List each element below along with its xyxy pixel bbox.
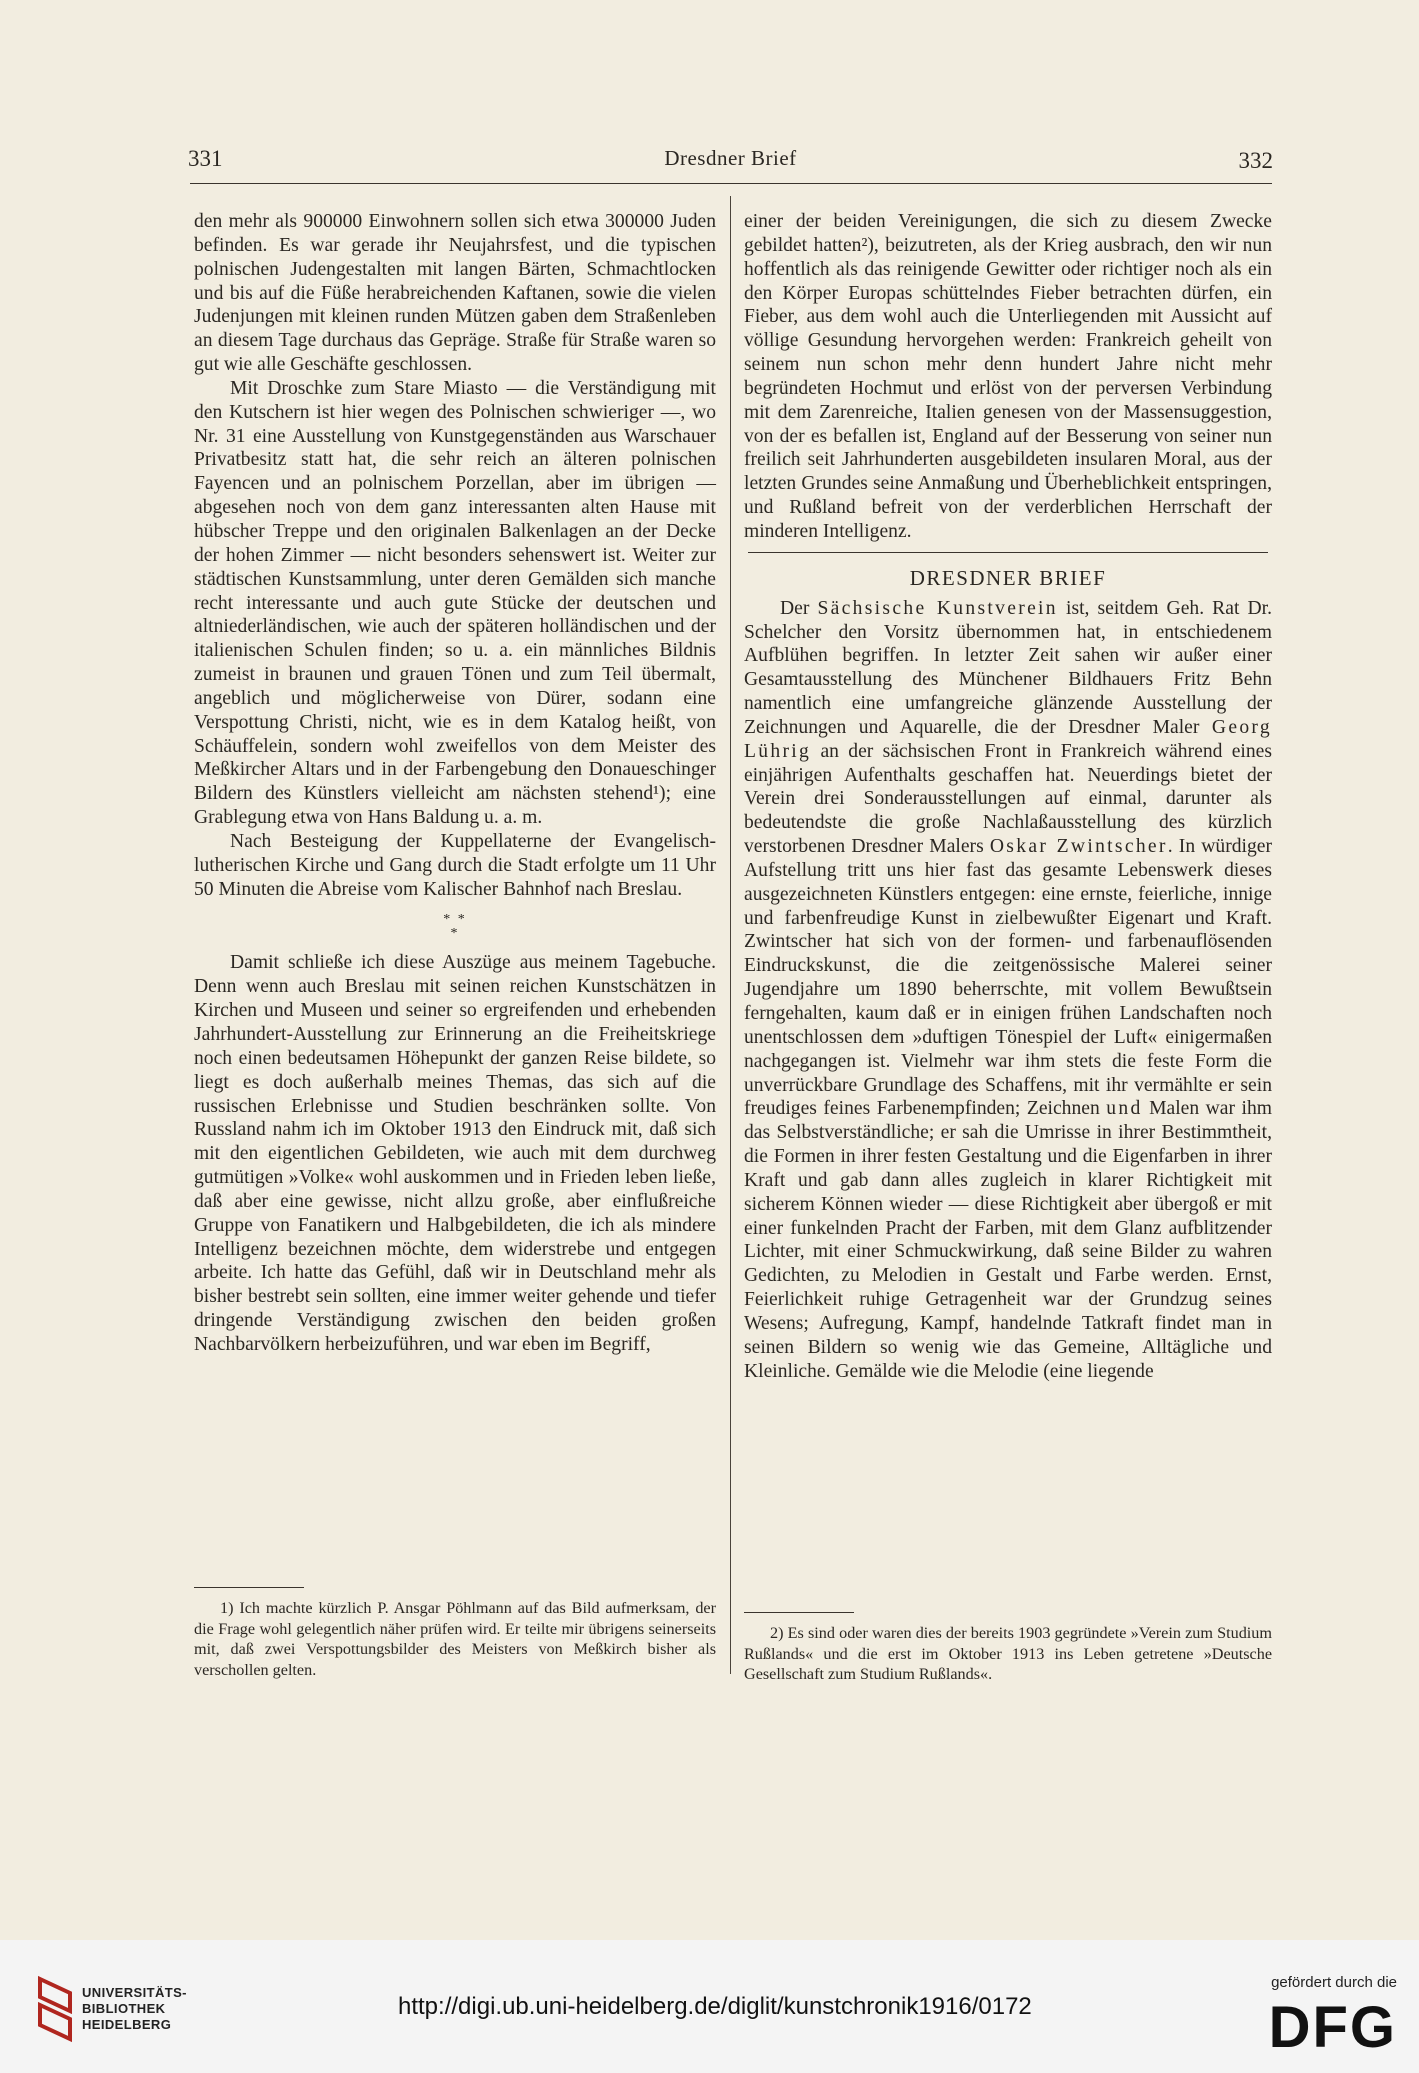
right-column	[744, 210, 1272, 1384]
dfg-logo: DFG	[1268, 1995, 1397, 2060]
section-title: DRESDNER BRIEF	[909, 565, 1107, 590]
text-run: ist, seitdem Geh. Rat Dr. Schelcher den Vorsitz übernommen hat, in entschiedenem Aufblühen begriffen. In letzter Zeit sahen wir außer einer Gesamtausstellung des Münchener Bildhauers Fritz Behn namentlich eine umfangreiche glänzende Ausstellung der Zeichnungen und Aquarelle, die der Dresdner Maler	[744, 597, 1272, 738]
footnote-rule-right	[744, 1612, 854, 1613]
page-header	[188, 140, 1273, 174]
left-paragraph-4: Damit schließe ich diese Auszüge aus meinem Tagebuche. Denn wenn auch Breslau mit seinen reichen Kunstschätzen in Kirchen und Museen und seiner so ergreifenden und erhebenden Jahrhundert-Ausstellung zur Erinnerung an die Freiheitskriege noch einen bedeutsamen Höhepunkt der ganzen Reise bildete, so liegt es doch außerhalb meines Themas, das sich auf die russischen Erlebnisse und Studien beschränken sollte. Von Russland nahm ich im Oktober 1913 den Eindruck mit, daß sich mit den eigentlichen Gebildeten, wie auch mit dem durchweg gutmütigen »Volke« wohl auskommen und in Frieden leben ließe, daß aber eine gewisse, nicht allzu große, aber einflußreiche Gruppe von Fanatikern und Halbgebildeten, die ich als mindere Intelligenz bezeichnen möchte, dem widerstrebe und entgegen arbeite. Ich hatte das Gefühl, daß wir in Deutschland mehr als bisher bestrebt sein sollten, eine immer weiter gehende und tiefer dringende Verständigung zwischen den beiden großen Nachbarvölkern herbeizuführen, und war eben im Begriff,	[194, 952, 716, 1355]
text-run: an der sächsischen Front in Frankreich während eines einjährigen Aufenthalts geschaffen hat. Neuerdings bietet der Verein drei Sonderausstellungen auf einmal, darunter als bedeutendste die große Nachlaßausstellung des kürzlich verstorbenen Dresdner Malers	[744, 740, 1272, 858]
page-number-left: 331	[188, 146, 223, 171]
right-paragraph-1: einer der beiden Vereinigungen, die sich zu diesem Zwecke gebildet hatten²), beizutreten, als der Krieg ausbrach, den wir nun hoffentlich als das reinigende Gewitter oder richtiger noch als ein den Körper Europas schüttelndes Fieber betrachten dürfen, ein Fieber, aus dem wohl auch die Unterliegenden mit Aussicht auf völlige Gesundung hervorgehen werden: Frankreich geheilt von seinem nun schon mehr denn hundert Jahre nicht mehr begründeten Hochmut und erlöst von der perversen Verbindung mit dem Zarenreiche, Italien genesen von der Massensuggestion, von der es befallen ist, England auf der Besserung von seiner nun freilich seit Jahrhunderten ausgebildeten insularen Moral, aus der letzten Grundes seine Anmaßung und Überheblichkeit entspringen, und Rußland befreit von der verderblichen Herrschaft der minderen Intelligenz.	[744, 211, 1272, 542]
right-paragraph-2	[744, 597, 1272, 1384]
footnote-rule-left	[194, 1587, 304, 1588]
library-name-line-3: HEIDELBERG	[82, 2017, 172, 2032]
page-number-right: 332	[1238, 148, 1273, 173]
header-rule	[190, 183, 1272, 184]
library-name-line-2: BIBLIOTHEK	[82, 2001, 166, 2016]
section-rule	[748, 552, 1268, 553]
library-logo-icon	[36, 1975, 74, 2043]
footnote-2: 2) Es sind oder waren dies der bereits 1903 gegründete »Verein zum Studium Rußlands« und die erst im Oktober 1913 ins Leben getretene »Deutsche Gesellschaft zum Studium Rußlands«.	[744, 1624, 1272, 1683]
funded-by-label: gefördert durch die	[1271, 1974, 1397, 1991]
left-paragraph-2: Mit Droschke zum Stare Miasto — die Verständigung mit den Kutschern ist hier wegen des Polnischen schwieriger —, wo Nr. 31 eine Ausstellung von Kunstgegenständen aus Warschauer Privatbesitz statt hat, die sehr reich an älteren polnischen Fayencen und an polnischem Porzellan, aber im übrigen — abgesehen noch von dem ganz interessanten alten Hause mit hübscher Treppe und den originalen Balkenlagen an der Decke der hohen Zimmer — nicht besonders sehenswert ist. Weiter zur städtischen Kunstsammlung, unter deren Gemälden sich manche recht interessante und auch gute Stücke der deutschen und altniederländischen, wie auch der späteren holländischen und der italienischen Schulen finden; so u. a. ein männliches Bildnis zumeist in braunen und grauen Tönen und zum Teil übermalt, angeblich und möglicherweise von Dürer, sodann eine Verspottung Christi, nicht, wie es in dem Katalog heißt, von Schäuffelein, sondern wohl zweifellos von dem Meister des Meßkircher Altars und in der Farbengebung den Donaueschinger Bildern des Künstlers vielleicht am nächsten stehend¹); eine Grablegung etwa von Hans Baldung u. a. m.	[194, 377, 716, 829]
running-title: Dresdner Brief	[664, 146, 797, 170]
footnote-1: 1) Ich machte kürzlich P. Ansgar Pöhlmann auf das Bild aufmerksam, der die Frage wohl gelegentlich näher prüfen wird. Er teilte mir übrigens seinerseits mit, daß zwei Verspottungsbilder des Meisters von Meßkirch bisher als verschollen gelten.	[194, 1599, 716, 1679]
spaced-name-zwintscher: Oskar Zwintscher	[989, 836, 1168, 858]
column-divider	[730, 196, 731, 1674]
asterisks-top: * *	[443, 912, 467, 928]
spaced-name-luehrig: Georg Lührig	[744, 716, 1272, 762]
permalink-url[interactable]: http://digi.ub.uni-heidelberg.de/diglit/kunstchronik1916/0172	[398, 1993, 1032, 2020]
section-break-asterisks	[194, 913, 716, 941]
library-name-line-1: UNIVERSITÄTS-	[82, 1985, 187, 2000]
library-name	[82, 1985, 187, 2033]
left-paragraph-3: Nach Besteigung der Kuppellaterne der Evangelisch-lutherischen Kirche und Gang durch die Stadt erfolgte um 11 Uhr 50 Minuten die Abreise vom Kalischer Bahnhof nach Breslau.	[194, 830, 716, 900]
text-run: Der	[780, 597, 818, 619]
spaced-word-und: und	[1106, 1098, 1143, 1120]
spaced-name-kunstverein: Sächsische Kunstverein	[817, 597, 1058, 619]
right-footnote-block	[744, 1598, 1272, 1685]
asterisks-bottom: *	[450, 926, 460, 942]
left-column	[194, 210, 716, 1357]
text-run: . In würdiger Aufstellung tritt uns hier fast das gesamte Lebenswerk dieses ausgezeichneten Künstlers entgegen: eine ernste, feierliche, innige und farbenfreudige Kunst in zielbewußter Eigenart und Kraft. Zwintscher hat sich von der formen- und farbenauflösenden Eindruckskunst, die die zeitgenössische Malerei seiner Jugendjahre um 1890 beherrschte, mit vollem Bewußtsein ferngehalten, kaum daß er in einigen frühen Landschaften noch unentschlossen dem »duftigen Tönespiel der Luft« einigermaßen nachgegangen ist. Vielmehr war ihm stets die feste Form die unverrückbare Grundlage des Schaffens, mit ihr vermählte er sein freudiges feines Farbenempfinden; Zeichnen	[744, 836, 1272, 1120]
text-run: Malen war ihm das Selbstverständliche; er sah die Umrisse in ihrer Bestimmtheit, die Formen in ihrer festen Gestaltung und die Eigenfarben in ihrer Kraft und gab dann alles zugleich in klarer Richtigkeit mit sicherem Können wieder — diese Richtigkeit aber übergoß er mit einer funkelnden Pracht der Farben, mit dem Glanz aufblitzender Lichter, mit einer Schmuckwirkung, daß seine Bilder zu wahren Gedichten, zu Melodien in Gestalt und Farbe werden. Ernst, Feierlichkeit ruhige Getragenheit war der Grundzug seines Wesens; Aufregung, Kampf, handelnde Tatkraft findet man in seinen Bildern so wenig wie das Gemeine, Alltägliche und Kleinliche. Gemälde wie die Melodie (eine liegende	[744, 1098, 1272, 1382]
left-paragraph-1: den mehr als 900000 Einwohnern sollen sich etwa 300000 Juden befinden. Es war gerade ihr Neujahrsfest, und die typischen polnischen Judengestalten mit langen Bärten, Schmachtlocken und bis auf die Füße herabreichenden Kaftanen, sowie die vielen Judenjungen mit kleinen runden Mützen gaben dem Straßenleben an diesem Tage durchaus das Gepräge. Straße für Straße waren so gut wie alle Geschäfte geschlossen.	[194, 211, 716, 376]
left-footnote-block	[194, 1573, 716, 1680]
